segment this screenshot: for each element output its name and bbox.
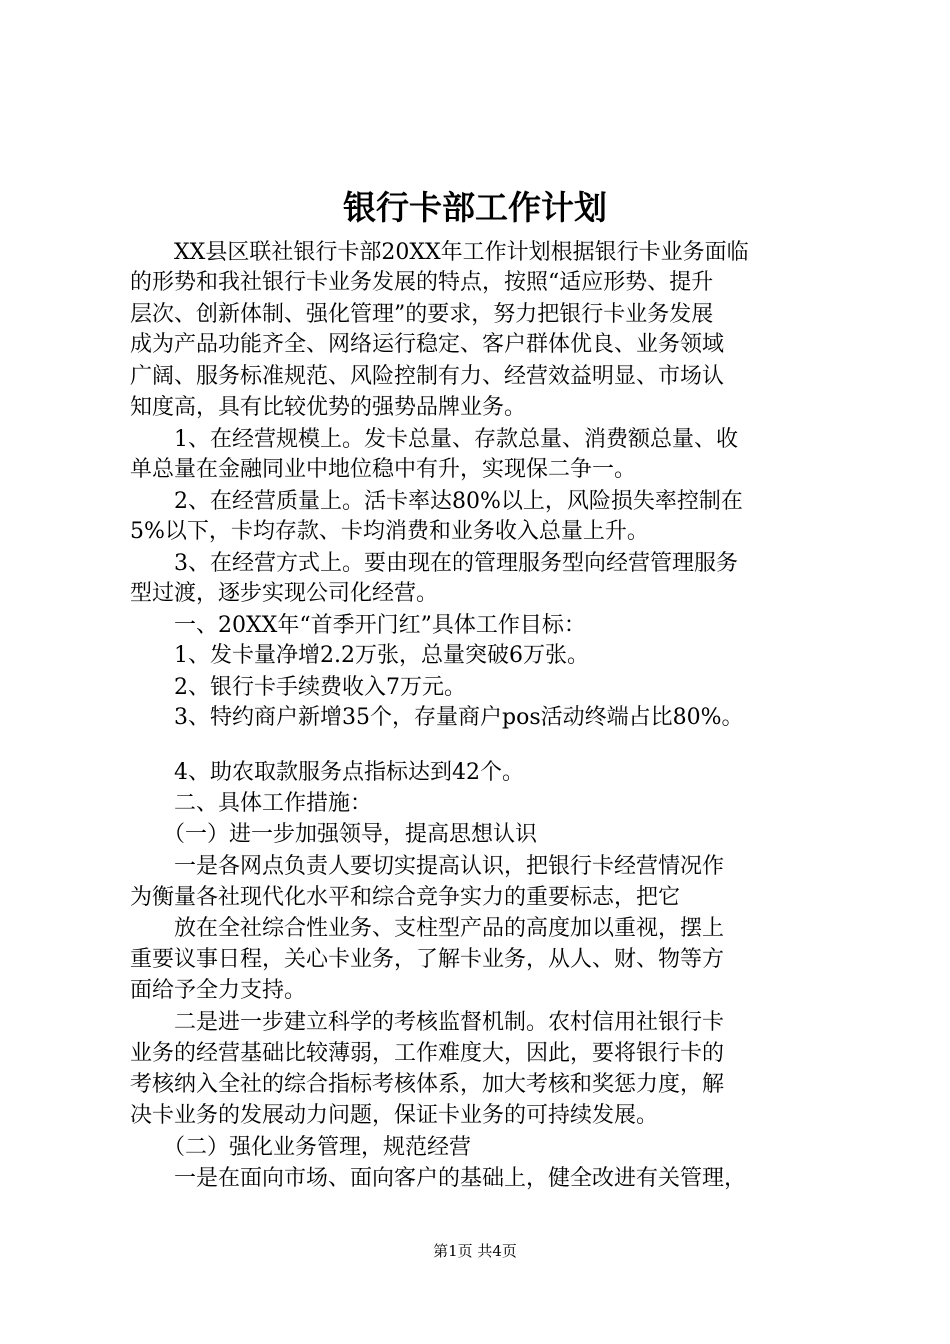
body-line: 2、银行卡手续费收入7万元。 [130,675,466,700]
body-line: 的形势和我社银行卡业务发展的特点，按照“适应形势、提升 [130,270,714,295]
body-line: 业务的经营基础比较薄弱，工作难度大，因此，要将银行卡的 [130,1041,725,1066]
body-line: 重要议事日程，关心卡业务，了解卡业务，从人、财、物等方 [130,947,725,972]
body-line: 型过渡，逐步实现公司化经营。 [130,581,439,606]
body-line: 4、助农取款服务点指标达到42个。 [130,760,524,785]
body-line: 1、在经营规模上。发卡总量、存款总量、消费额总量、收 [130,427,738,452]
body-line: 一是各网点负责人要切实提高认识，把银行卡经营情况作 [130,854,725,879]
document-title: 银行卡部工作计划 [343,188,607,227]
body-line: 单总量在金融同业中地位稳中有升，实现保二争一。 [130,457,637,482]
body-line: 层次、创新体制、强化管理”的要求，努力把银行卡业务发展 [130,302,714,327]
body-line: 为衡量各社现代化水平和综合竞争实力的重要标志，把它 [130,885,681,910]
body-line: 知度高，具有比较优势的强势品牌业务。 [130,395,527,420]
body-line: 一、20XX年“首季开门红”具体工作目标： [130,613,586,638]
body-line: 2、在经营质量上。活卡率达80%以上，风险损失率控制在 [130,489,743,514]
body-line: 二是进一步建立科学的考核监督机制。农村信用社银行卡 [130,1010,725,1035]
body-line: 1、发卡量净增2.2万张，总量突破6万张。 [130,643,589,668]
body-line: 成为产品功能齐全、网络运行稳定、客户群体优良、业务领域 [130,332,725,357]
body-line: 二、具体工作措施： [130,791,373,816]
body-line: 5%以下，卡均存款、卡均消费和业务收入总量上升。 [130,519,649,544]
body-line: 面给予全力支持。 [130,978,307,1003]
body-line: 广阔、服务标准规范、风险控制有力、经营效益明显、市场认 [130,364,725,389]
page-footer: 第1页 共4页 [433,1242,517,1260]
body-line: XX县区联社银行卡部20XX年工作计划根据银行卡业务面临 [130,240,749,265]
body-line: 3、特约商户新增35个，存量商户pos活动终端占比80%。 [130,705,744,730]
body-line: 一是在面向市场、面向客户的基础上，健全改进有关管理， [130,1166,747,1191]
body-line: 决卡业务的发展动力问题，保证卡业务的可持续发展。 [130,1103,659,1128]
body-line: （二）强化业务管理，规范经营 [130,1135,472,1160]
body-line: 3、在经营方式上。要由现在的管理服务型向经营管理服务 [130,551,738,576]
body-line: （一）进一步加强领导，提高思想认识 [130,822,538,847]
body-line: 放在全社综合性业务、支柱型产品的高度加以重视，摆上 [130,916,725,941]
body-line: 考核纳入全社的综合指标考核体系，加大考核和奖惩力度，解 [130,1072,725,1097]
